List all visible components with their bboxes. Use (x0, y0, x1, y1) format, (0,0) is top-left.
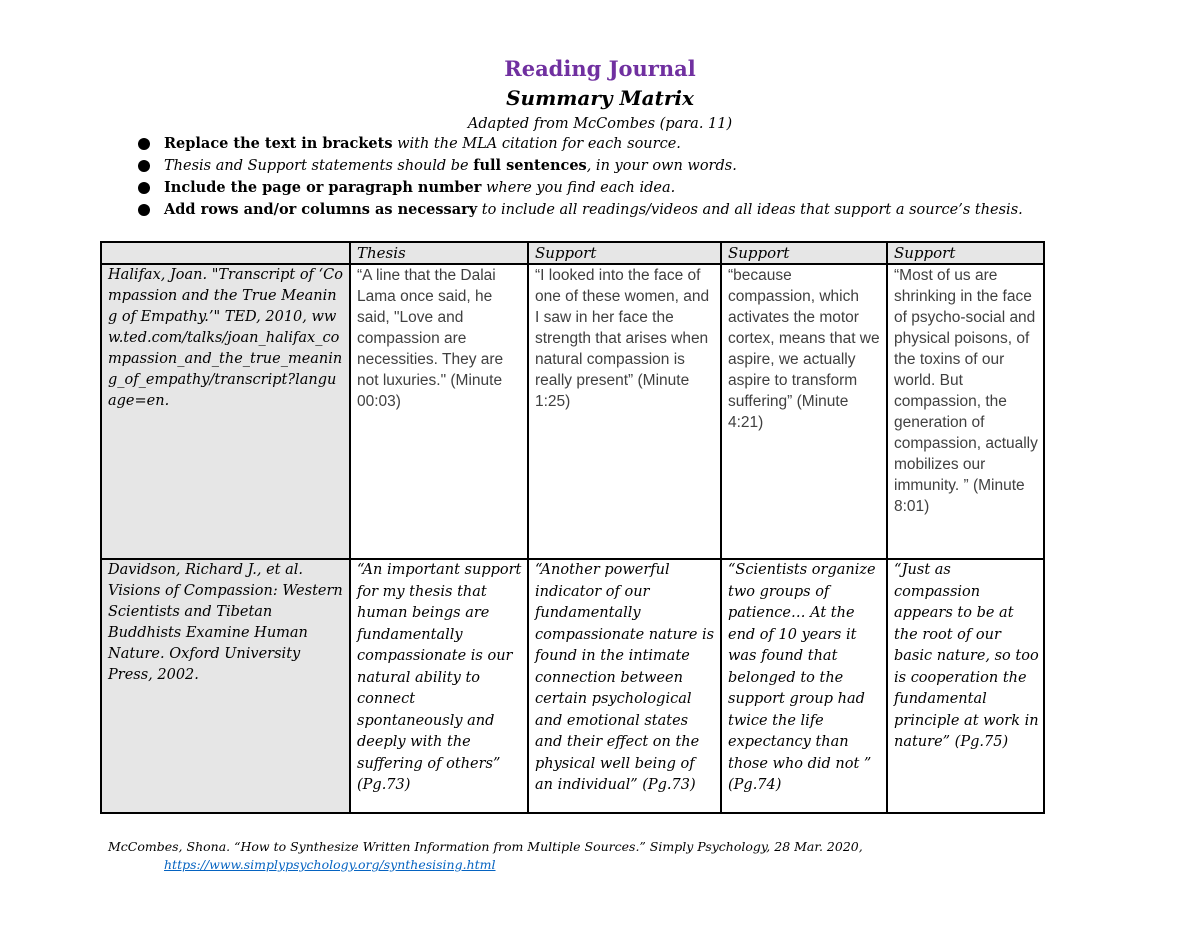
works-cited-footer (108, 838, 863, 874)
document-title: Reading Journal (504, 56, 696, 81)
column-header-support: Support (721, 242, 887, 264)
footer-citation: McCombes, Shona. “How to Synthesize Written Information from Multiple Sources.” Simply Psychology, 28 Mar. 2020, (108, 839, 863, 854)
bullet-icon (138, 182, 150, 194)
bullet-icon (138, 138, 150, 150)
column-header-support: Support (887, 242, 1044, 264)
instruction-item: Include the page or paragraph number where you find each idea. (136, 177, 1023, 199)
support-cell: “Most of us are shrinking in the face of psycho-social and physical poisons, of the toxins of our world. But compassion, the generation of compassion, actually mobilizes our immunity. ” (Minute 8:01) (887, 264, 1044, 559)
bullet-icon (138, 204, 150, 216)
table-row (101, 559, 1044, 813)
support-cell: “Scientists organize two groups of patience… At the end of 10 years it was found that belonged to the support group had twice the life expectancy than those who did not ” (Pg.74) (721, 559, 887, 813)
thesis-cell: “A line that the Dalai Lama once said, he said, "Love and compassion are necessities. They are not luxuries." (Minute 00:03) (350, 264, 528, 559)
support-cell: “Another powerful indicator of our fundamentally compassionate nature is found in the intimate connection between certain psychological and emotional states and their effect on the physical well being of an individual” (Pg.73) (528, 559, 721, 813)
table-header-row (101, 242, 1044, 264)
column-header-thesis: Thesis (350, 242, 528, 264)
footer-link[interactable]: https://www.simplypsychology.org/synthesising.html (164, 857, 496, 872)
instruction-item: Replace the text in brackets with the MLA citation for each source. (136, 133, 1023, 155)
support-cell: “I looked into the face of one of these women, and I saw in her face the strength that arises when natural compassion is really present” (Minute 1:25) (528, 264, 721, 559)
table-row (101, 264, 1044, 559)
adapted-note: Adapted from McCombes (para. 11) (467, 116, 733, 132)
source-citation: Davidson, Richard J., et al. Visions of Compassion: Western Scientists and Tibetan Buddhists Examine Human Nature. Oxford University Press, 2002. (101, 559, 350, 813)
instruction-list (136, 133, 1023, 221)
support-cell: “Just as compassion appears to be at the root of our basic nature, so too is cooperation the fundamental principle at work in nature” (Pg.75) (887, 559, 1044, 813)
source-citation: Halifax, Joan. "Transcript of ‘Compassion and the True Meaning of Empathy.’" TED, 2010, www.ted.com/talks/joan_halifax_compassion_and_the_true_meaning_of_empathy/transcript?language=en. (101, 264, 350, 559)
instruction-item: Thesis and Support statements should be full sentences, in your own words. (136, 155, 1023, 177)
column-header-source (101, 242, 350, 264)
column-header-support: Support (528, 242, 721, 264)
document-subtitle: Summary Matrix (506, 86, 694, 110)
support-cell: “because compassion, which activates the motor cortex, means that we aspire, we actually aspire to transform suffering” (Minute 4:21) (721, 264, 887, 559)
instruction-item: Add rows and/or columns as necessary to include all readings/videos and all ideas that support a source’s thesis. (136, 199, 1023, 221)
summary-matrix-table (100, 241, 1045, 814)
thesis-cell: “An important support for my thesis that human beings are fundamentally compassionate is our natural ability to connect spontaneously and deeply with the suffering of others” (Pg.73) (350, 559, 528, 813)
bullet-icon (138, 160, 150, 172)
